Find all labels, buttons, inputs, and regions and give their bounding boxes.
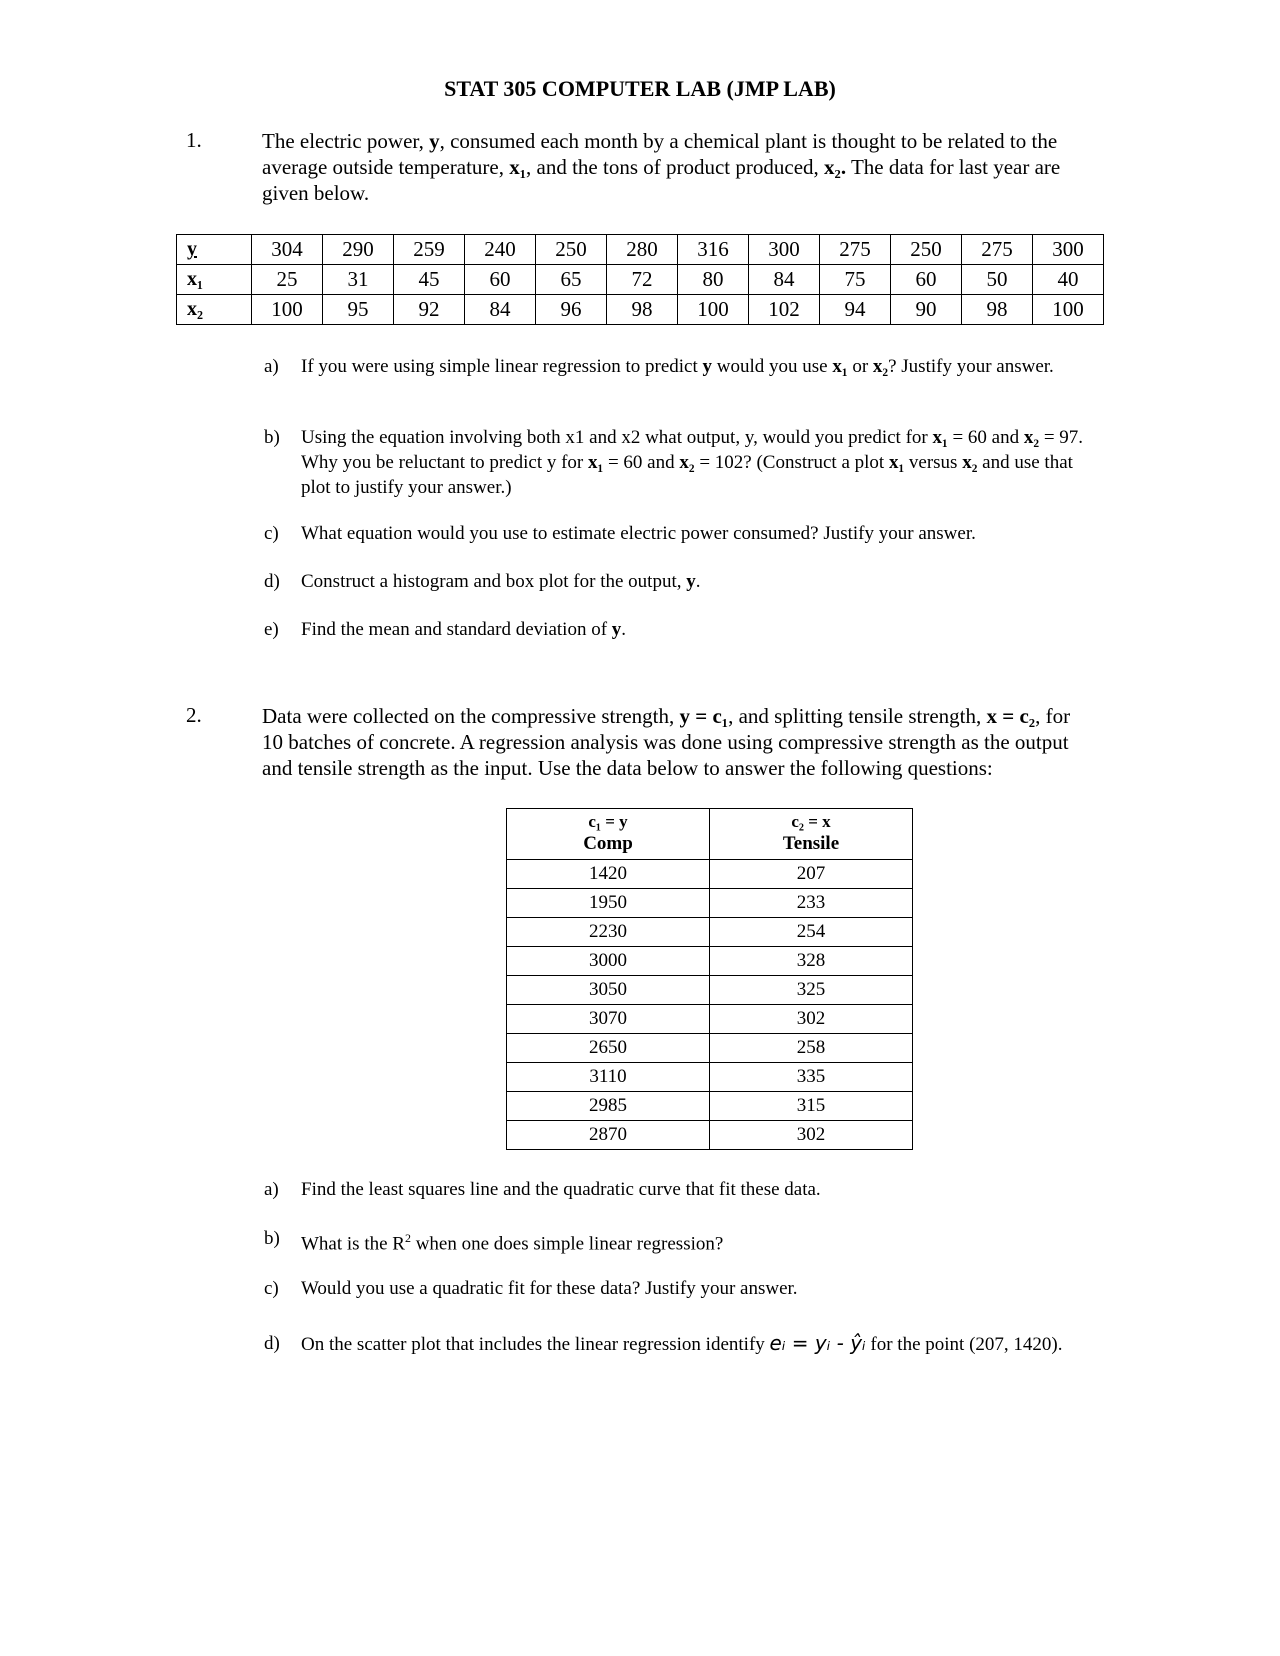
question-2d: d) On the scatter plot that includes the linear regression identify eᵢ = yᵢ - ŷᵢ for the point (207, 1420). bbox=[264, 1331, 1063, 1355]
question-1c: c) What equation would you use to estimate electric power consumed? Justify your answer. bbox=[264, 523, 976, 544]
table-cell: 60 bbox=[465, 265, 536, 295]
table-cell: 304 bbox=[252, 235, 323, 265]
header-comp: c₁ = y Comp bbox=[507, 809, 710, 860]
table-cell: 98 bbox=[607, 295, 678, 325]
question-2c: c) Would you use a quadratic fit for these data? Justify your answer. bbox=[264, 1278, 798, 1299]
header-tensile: c₂ = x Tensile bbox=[710, 809, 913, 860]
table-row bbox=[507, 860, 913, 889]
question-1e: e) Find the mean and standard deviation of y. bbox=[264, 619, 627, 640]
table-cell: 100 bbox=[1033, 295, 1104, 325]
table-cell: 275 bbox=[962, 235, 1033, 265]
table-cell: 1420 bbox=[507, 860, 710, 889]
table-row bbox=[507, 947, 913, 976]
table-cell: 25 bbox=[252, 265, 323, 295]
table-cell: 90 bbox=[891, 295, 962, 325]
question-2-number: 2. bbox=[186, 703, 202, 727]
table-cell: 50 bbox=[962, 265, 1033, 295]
table-cell: 92 bbox=[394, 295, 465, 325]
question-1b: b) Using the equation involving both x1 and x2 what output, y, would you predict for x₁ = 60 and x₂ = 97. Why you be reluctant to predict y for x₁ = 60 and x₂ = 102? (Construct a plot x₁ versus x₂ and use that plot to justify your answer.) bbox=[264, 427, 1084, 498]
residual-equation: eᵢ = yᵢ - ŷᵢ bbox=[769, 1331, 866, 1355]
table-cell: 300 bbox=[1033, 235, 1104, 265]
table-cell: 335 bbox=[710, 1063, 913, 1092]
question-1d: d) Construct a histogram and box plot for the output, y. bbox=[264, 571, 701, 592]
table-row bbox=[507, 889, 913, 918]
table-cell: 258 bbox=[710, 1034, 913, 1063]
table-row bbox=[507, 1005, 913, 1034]
table-cell: 2230 bbox=[507, 918, 710, 947]
table-cell: 84 bbox=[465, 295, 536, 325]
table-cell: 207 bbox=[710, 860, 913, 889]
table-cell: 302 bbox=[710, 1121, 913, 1150]
concrete-data-table bbox=[506, 808, 913, 1150]
question-2b: b) What is the $R^2$ when one does simple linear regression? bbox=[264, 1228, 724, 1255]
table-cell: 3000 bbox=[507, 947, 710, 976]
table-cell: 328 bbox=[710, 947, 913, 976]
table-row bbox=[507, 1063, 913, 1092]
table-row bbox=[507, 1092, 913, 1121]
table-cell: 100 bbox=[678, 295, 749, 325]
table-cell: 40 bbox=[1033, 265, 1104, 295]
table-cell: 96 bbox=[536, 295, 607, 325]
question-1a: a) If you were using simple linear regression to predict y would you use x₁ or x₂? Justify your answer. bbox=[264, 356, 1054, 377]
table-cell: 250 bbox=[536, 235, 607, 265]
table-row bbox=[177, 295, 1104, 325]
table-cell: 2870 bbox=[507, 1121, 710, 1150]
table-cell: 45 bbox=[394, 265, 465, 295]
table-cell: 100 bbox=[252, 295, 323, 325]
table-cell: 315 bbox=[710, 1092, 913, 1121]
table-cell: 102 bbox=[749, 295, 820, 325]
table-cell: 2985 bbox=[507, 1092, 710, 1121]
table-cell: 300 bbox=[749, 235, 820, 265]
table-row bbox=[177, 235, 1104, 265]
table-cell: 94 bbox=[820, 295, 891, 325]
table-cell: 3050 bbox=[507, 976, 710, 1005]
table-cell: 250 bbox=[891, 235, 962, 265]
table-cell: 3110 bbox=[507, 1063, 710, 1092]
row-label: y bbox=[177, 235, 252, 265]
table-row bbox=[507, 976, 913, 1005]
table-row bbox=[507, 1034, 913, 1063]
question-1-number: 1. bbox=[186, 128, 202, 152]
table-cell: 75 bbox=[820, 265, 891, 295]
table-cell: 254 bbox=[710, 918, 913, 947]
table-cell: 95 bbox=[323, 295, 394, 325]
table-cell: 275 bbox=[820, 235, 891, 265]
table-cell: 31 bbox=[323, 265, 394, 295]
table-cell: 98 bbox=[962, 295, 1033, 325]
table-cell: 290 bbox=[323, 235, 394, 265]
table-cell: 233 bbox=[710, 889, 913, 918]
table-cell: 325 bbox=[710, 976, 913, 1005]
table-cell: 3070 bbox=[507, 1005, 710, 1034]
table-cell: 72 bbox=[607, 265, 678, 295]
table-cell: 84 bbox=[749, 265, 820, 295]
page-title: STAT 305 COMPUTER LAB (JMP LAB) bbox=[444, 76, 836, 101]
table-cell: 1950 bbox=[507, 889, 710, 918]
table-row bbox=[507, 918, 913, 947]
table-row bbox=[177, 265, 1104, 295]
table-cell: 316 bbox=[678, 235, 749, 265]
question-2a: a) Find the least squares line and the quadratic curve that fit these data. bbox=[264, 1179, 821, 1200]
table-cell: 302 bbox=[710, 1005, 913, 1034]
row-label: x₁ bbox=[177, 265, 252, 295]
table-cell: 60 bbox=[891, 265, 962, 295]
question-2-text: Data were collected on the compressive strength, y = c₁, and splitting tensile strength, x = c₂, for 10 batches of concrete. A regression analysis was done using compressive strength as the output and tensile strength as the input. Use the data below to answer the following questions: bbox=[262, 704, 1071, 780]
table-cell: 240 bbox=[465, 235, 536, 265]
power-data-table bbox=[176, 234, 1104, 325]
table-cell: 259 bbox=[394, 235, 465, 265]
table-cell: 65 bbox=[536, 265, 607, 295]
row-label: x₂ bbox=[177, 295, 252, 325]
table-row bbox=[507, 1121, 913, 1150]
question-1-text: The electric power, y, consumed each month by a chemical plant is thought to be related to the average outside temperature, x₁, and the tons of product produced, x₂. The data for last year are given below. bbox=[262, 129, 1061, 205]
table-cell: 280 bbox=[607, 235, 678, 265]
table-cell: 2650 bbox=[507, 1034, 710, 1063]
table-cell: 80 bbox=[678, 265, 749, 295]
